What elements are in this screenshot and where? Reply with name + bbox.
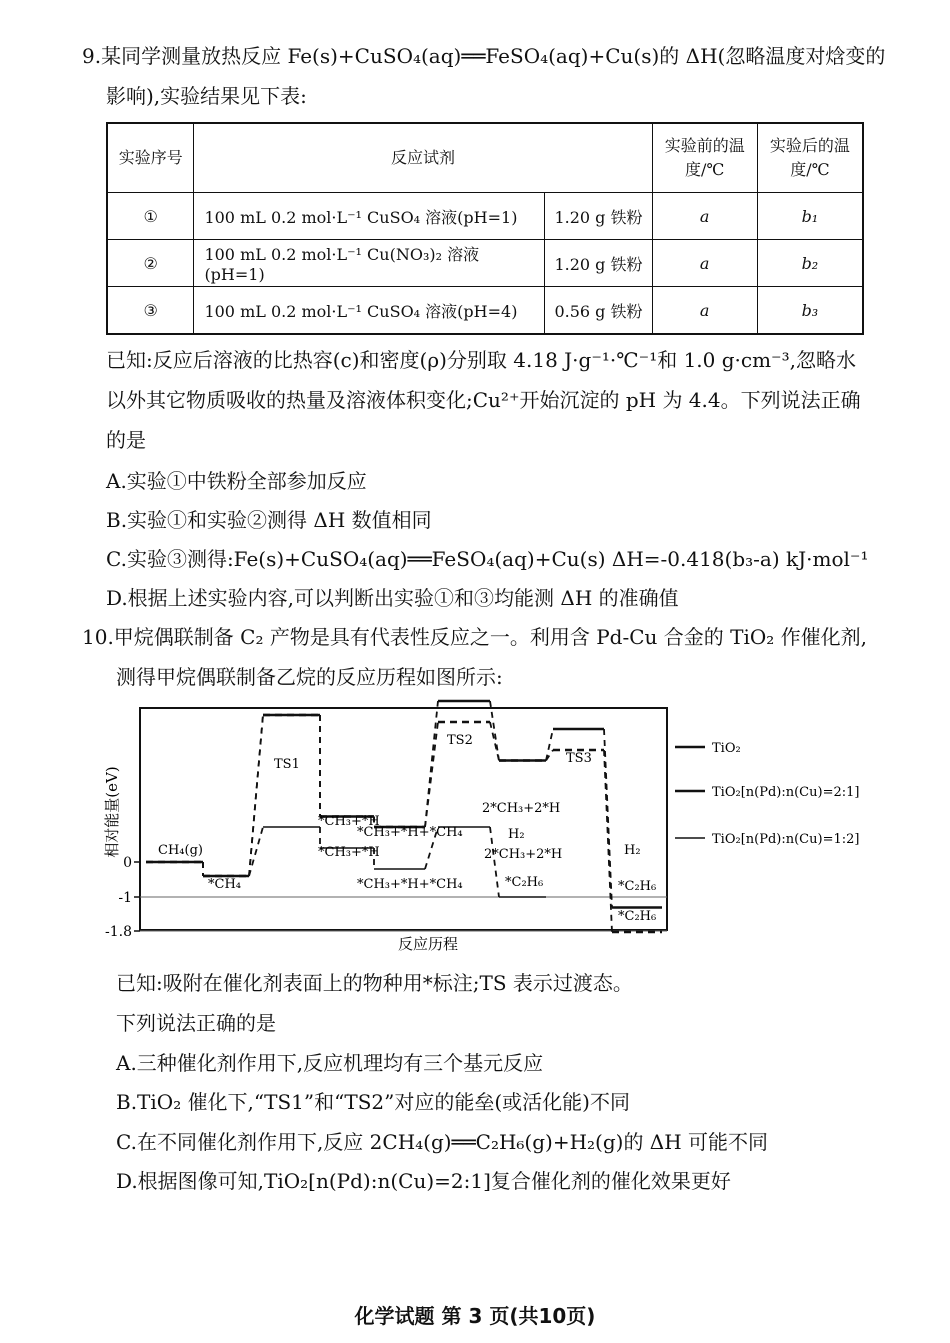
row-solution: 100 mL 0.2 mol·L⁻¹ Cu(NO₃)₂ 溶液(pH=1): [194, 240, 545, 287]
header-before: [652, 123, 757, 193]
header-after: [757, 123, 863, 193]
row-before: a: [652, 240, 757, 287]
y-tick-label: 0: [123, 855, 132, 871]
chart-annotation: *CH₃+*H+*CH₄: [357, 877, 463, 892]
header-reagent: 反应试剂: [194, 123, 652, 193]
page-footer: 化学试题 第 3 页(共10页): [354, 1304, 596, 1328]
transition-connector: [425, 722, 438, 827]
y-tick-label: -1: [118, 890, 132, 906]
row-iron: 1.20 g 铁粉: [545, 193, 652, 240]
transition-connector: [490, 701, 499, 761]
y-axis-label: 相对能量(eV): [103, 766, 121, 858]
header-no: 实验序号: [107, 123, 194, 193]
q10-option-a: A.三种催化剂作用下,反应机理均有三个基元反应: [116, 1051, 544, 1075]
chart-annotation: *CH₃+*H: [318, 845, 380, 860]
chart-annotation: *C₂H₆: [618, 909, 657, 924]
chart-annotation: *CH₄: [208, 877, 241, 892]
q10-option-c: C.在不同催化剂作用下,反应 2CH₄(g)══C₂H₆(g)+H₂(g)的 ΔH 可能不同: [116, 1130, 769, 1154]
chart-annotation: *CH₃+*H: [318, 814, 380, 829]
table-row: [107, 193, 863, 240]
y-axis-ticks: [105, 855, 140, 940]
reference-lines: [140, 897, 667, 931]
series-2: [146, 827, 546, 897]
legend-label: TiO₂: [712, 741, 741, 756]
chart-annotation: *C₂H₆: [618, 879, 657, 894]
row-after: b₂: [757, 240, 863, 287]
row-no: ②: [107, 240, 194, 287]
energy-profile-chart: [0, 696, 950, 966]
q9-experiment-table: [106, 122, 864, 335]
q10-stem-line1: 10.甲烷偶联制备 C₂ 产物是具有代表性反应之一。利用含 Pd-Cu 合金的 TiO₂ 作催化剂,: [82, 625, 867, 649]
header-before-text: 实验前的温度/℃: [664, 136, 745, 179]
row-iron: 0.56 g 铁粉: [545, 287, 652, 335]
q9-stem-line2: 影响),实验结果见下表:: [106, 84, 307, 108]
row-no: ③: [107, 287, 194, 335]
legend-label: TiO₂[n(Pd):n(Cu)=1:2]: [712, 832, 860, 847]
chart-annotation: 2*CH₃+2*H: [482, 801, 561, 816]
q10-known-line2: 下列说法正确的是: [116, 1011, 276, 1035]
row-iron: 1.20 g 铁粉: [545, 240, 652, 287]
x-axis-label: 反应历程: [397, 935, 459, 953]
q9-option-d: D.根据上述实验内容,可以判断出实验①和③均能测 ΔH 的准确值: [106, 586, 679, 610]
legend-item: [675, 832, 859, 847]
chart-annotation: *CH₃+*H+*CH₄: [357, 825, 463, 840]
chart-annotation: TS3: [566, 751, 592, 766]
row-no: ①: [107, 193, 194, 240]
annotation-layer: [158, 733, 656, 924]
q10-option-b: B.TiO₂ 催化下,“TS1”和“TS2”对应的能垒(或活化能)不同: [116, 1090, 630, 1114]
legend-item: [675, 785, 859, 800]
table-row: [107, 240, 863, 287]
transition-connector: [425, 701, 438, 827]
row-before: a: [652, 287, 757, 335]
chart-annotation: TS2: [447, 733, 473, 748]
q10-known-line1: 已知:吸附在催化剂表面上的物种用*标注;TS 表示过渡态。: [116, 971, 633, 995]
header-after-text: 实验后的温度/℃: [769, 136, 850, 179]
row-solution: 100 mL 0.2 mol·L⁻¹ CuSO₄ 溶液(pH=1): [194, 193, 545, 240]
q9-known-line1: 已知:反应后溶液的比热容(c)和密度(ρ)分别取 4.18 J·g⁻¹·℃⁻¹和 1.0 g·cm⁻³,忽略水: [106, 348, 856, 372]
q9-option-a: A.实验①中铁粉全部参加反应: [106, 469, 367, 493]
chart-annotation: TS1: [274, 757, 300, 772]
row-before: a: [652, 193, 757, 240]
q9-option-c: C.实验③测得:Fe(s)+CuSO₄(aq)══FeSO₄(aq)+Cu(s) ΔH=-0.418(b₃-a) kJ·mol⁻¹: [106, 547, 869, 571]
chart-annotation: H₂: [624, 843, 641, 858]
chart-annotation: 2*CH₃+2*H: [484, 847, 563, 862]
q10-option-d: D.根据图像可知,TiO₂[n(Pd):n(Cu)=2:1]复合催化剂的催化效果更好: [116, 1169, 731, 1193]
q10-stem-line2: 测得甲烷偶联制备乙烷的反应历程如图所示:: [116, 665, 503, 689]
row-after: b₁: [757, 193, 863, 240]
q9-option-b: B.实验①和实验②测得 ΔH 数值相同: [106, 508, 432, 532]
q9-stem-line1: 9.某同学测量放热反应 Fe(s)+CuSO₄(aq)══FeSO₄(aq)+Cu(s)的 ΔH(忽略温度对焓变的: [82, 44, 886, 68]
table-header-row: [107, 123, 863, 193]
table-row: [107, 287, 863, 335]
q9-known-line2: 以外其它物质吸收的热量及溶液体积变化;Cu²⁺开始沉淀的 pH 为 4.4。下列说法正确: [106, 388, 861, 412]
transition-connector: [604, 729, 612, 908]
y-tick-label: -1.8: [105, 924, 132, 940]
chart-annotation: *C₂H₆: [505, 875, 544, 890]
legend-label: TiO₂[n(Pd):n(Cu)=2:1]: [712, 785, 860, 800]
series-1: [146, 715, 662, 932]
transition-connector: [604, 750, 612, 932]
legend: [675, 741, 859, 847]
row-solution: 100 mL 0.2 mol·L⁻¹ CuSO₄ 溶液(pH=4): [194, 287, 545, 335]
transition-connector: [490, 827, 499, 897]
row-after: b₃: [757, 287, 863, 335]
legend-item: [675, 741, 741, 756]
chart-annotation: H₂: [508, 827, 525, 842]
chart-annotation: CH₄(g): [158, 843, 203, 858]
q9-known-line3: 的是: [106, 428, 146, 452]
